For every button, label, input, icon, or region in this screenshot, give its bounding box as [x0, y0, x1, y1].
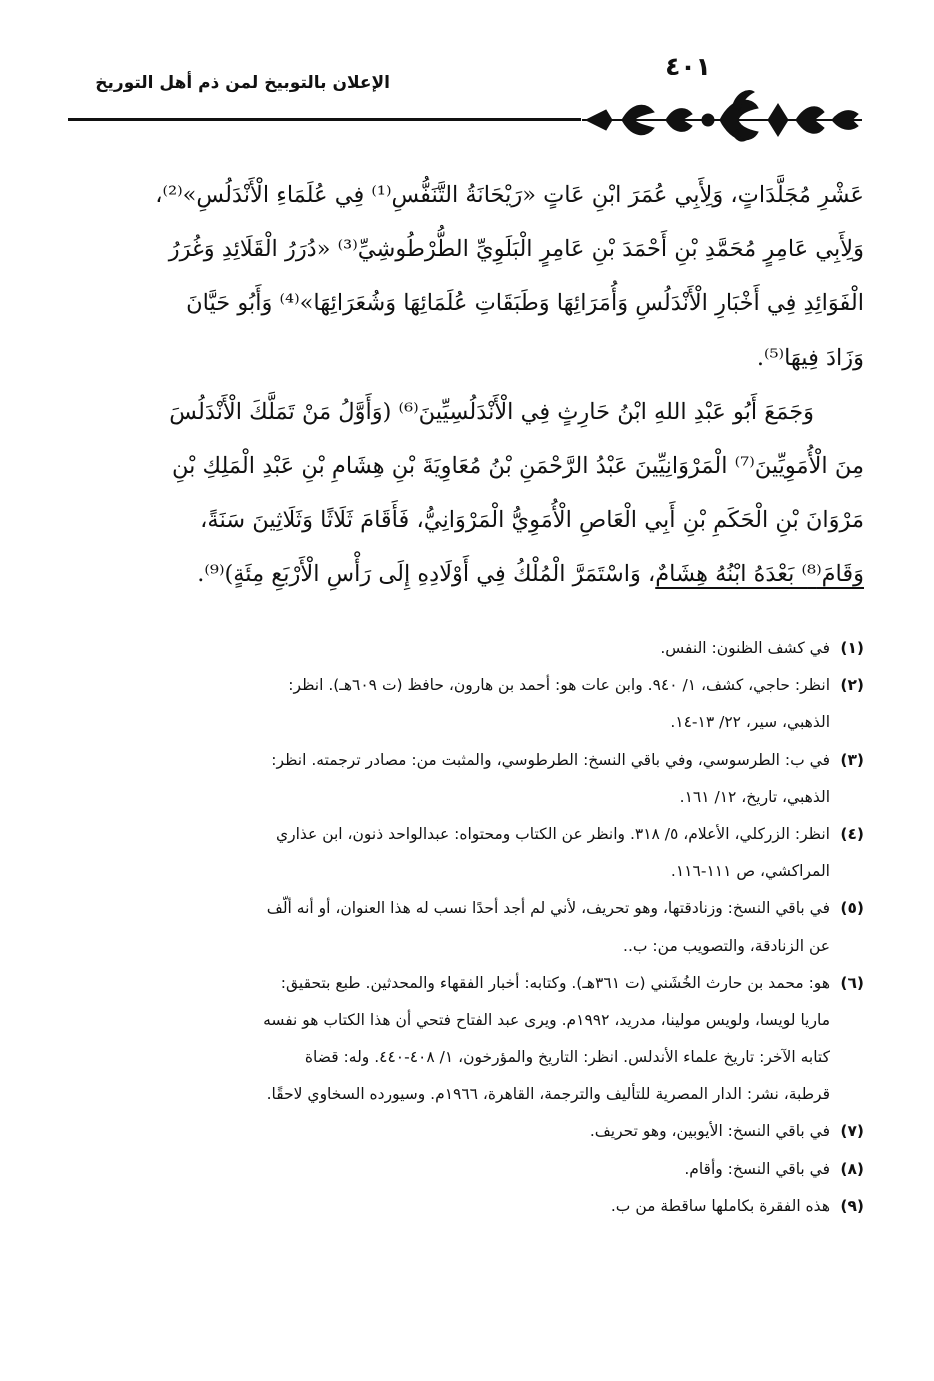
- footnote: [64, 1188, 864, 1225]
- footnote-text: انظر: الزركلي، الأعلام، ٥/ ٣١٨. وانظر عن الكتاب ومحتواه: عبدالواحد ذنون، ابن عذاري: [275, 824, 830, 843]
- main-text-last-line: [64, 547, 864, 601]
- footnote: [64, 965, 864, 1114]
- footnote-text: المراكشي، ص ١١١-١١٦.: [670, 862, 830, 881]
- footnote-text: كتابه الآخر: تاريخ علماء الأندلس. انظر: التاريخ والمؤرخون، ١/ ٤٠٨-٤٤٠. وله: قضاة: [304, 1048, 830, 1067]
- footnote-text: في باقي النسخ: الأيوبين، وهو تحريف.: [589, 1122, 830, 1141]
- main-text-line: وَلِأَبِي عَامِرٍ مُحَمَّدِ بْنِ أَحْمَدَ بْنِ عَامِرٍ الْبَلَوِيِّ الطُّرْطُوشِيِّ⁽³⁾ «دُرَرُ الْقَلَائِدِ وَغُرَرُ: [168, 236, 864, 263]
- footnote-number: (٦): [840, 973, 864, 992]
- underlined-phrase: وَقَامَ⁽⁸⁾ بَعْدَهُ ابْنُهُ هِشَامٌ: [655, 561, 864, 588]
- main-text-line: الْفَوَائِدِ فِي أَخْبَارِ الْأَنْدَلُسِ وَأُمَرَائِهَا وَطَبَقَاتِ عُلَمَائِهَا وَشُعَرَائِهَا»⁽⁴⁾ وَأَبُو حَيَّانَ: [186, 290, 864, 317]
- footnote: [64, 630, 864, 667]
- footnote-text: هو: محمد بن حارث الخُشَني (ت ٣٦١هـ). وكتابه: أخبار الفقهاء والمحدثين. طبع بتحقيق:: [280, 973, 830, 992]
- main-text-line: وَجَمَعَ أَبُو عَبْدِ اللهِ ابْنُ حَارِثٍ فِي الْأَنْدَلُسِيِّينَ⁽⁶⁾ (وَأَوَّلُ مَنْ تَمَلَّكَ الْأَنْدَلُسَ: [169, 398, 814, 425]
- footnote: [64, 742, 864, 816]
- running-title: الإعلان بالتوبيخ لمن ذم أهل التوريخ: [95, 73, 390, 93]
- footnote-text: الذهبي، تاريخ، ١٢/ ١٦١.: [679, 787, 830, 806]
- footnotes: [64, 630, 864, 1225]
- footnote-number: (٢): [840, 676, 864, 695]
- footnote-text: عن الزنادقة، والتصويب من: ب..: [623, 936, 830, 955]
- footnote-text: في باقي النسخ: وزنادقتها، وهو تحريف، لأني لم أجد أحدًا نسب له هذا العنوان، أو أنه ألّف: [266, 899, 830, 918]
- footnote-text: في ب: الطرسوسي، وفي باقي النسخ: الطرطوسي، والمثبت من: مصادر ترجمته. انظر:: [271, 750, 830, 769]
- footnote: [64, 890, 864, 964]
- page-number: ٤٠١: [665, 52, 711, 81]
- footnote-number: (٤): [840, 824, 864, 843]
- footnote-text: ماريا لويسا، ولويس مولينا، مدريد، ١٩٩٢م. ويرى عبد الفتاح فتحي أن هذا الكتاب هو نفسه: [263, 1010, 830, 1029]
- footnote-text: انظر: حاجي، كشف، ١/ ٩٤٠. وابن عات هو: أحمد بن هارون، حافظ (ت ٦٠٩هـ). انظر:: [288, 676, 830, 695]
- footnote-number: (٧): [840, 1122, 864, 1141]
- main-text-fragment: ، وَاسْتَمَرَّ الْمُلْكُ فِي أَوْلَادِهِ إِلَى رَأْسِ الْأَرْبَعِ مِئَةٍ)⁽⁹⁾.: [197, 561, 656, 588]
- main-text: [64, 168, 864, 602]
- main-text-line: مَرْوَانَ بْنِ الْحَكَمِ بْنِ أَبِي الْعَاصِ الْأُمَوِيُّ الْمَرْوَانِيُّ، فَأَقَامَ ثَلَاثًا وَثَلَاثِينَ سَنَةً،: [200, 507, 864, 534]
- main-text-line: وَزَادَ فِيهَا⁽⁵⁾.: [756, 344, 864, 371]
- footnote-text: هذه الفقرة بكاملها ساقطة من ب.: [610, 1196, 830, 1215]
- footnote-text: في كشف الظنون: النفس.: [660, 639, 830, 657]
- footnote-text: قرطبة، نشر: الدار المصرية للتأليف والترجمة، القاهرة، ١٩٦٦م. وسيورده السخاوي لاحقًا.: [266, 1085, 830, 1104]
- footnote: [64, 816, 864, 890]
- footnote-number: (٨): [840, 1159, 864, 1178]
- footnote: [64, 1151, 864, 1188]
- footnote-text: في باقي النسخ: وأقام.: [684, 1159, 830, 1178]
- main-text-line: مِنَ الْأُمَوِيِّينَ⁽⁷⁾ الْمَرْوَانِيِّينَ عَبْدُ الرَّحْمَنِ بْنُ مُعَاوِيَةَ بْنِ هِشَامِ بْنِ عَبْدِ الْمَلِكِ بْنِ: [171, 452, 864, 479]
- floral-ornament-icon: [582, 82, 862, 142]
- header-rule: [68, 118, 581, 121]
- footnote-number: (١): [840, 639, 864, 657]
- footnote-text: الذهبي، سير، ٢٢/ ١٣-١٤.: [670, 713, 830, 732]
- footnote-number: (٣): [840, 750, 864, 769]
- footnote: [64, 1113, 864, 1150]
- footnote-number: (٥): [840, 899, 864, 918]
- main-text-line: عَشْرِ مُجَلَّدَاتٍ، وَلِأَبِي عُمَرَ ابْنِ عَاتٍ «رَيْحَانَةُ التَّنَفُّسِ⁽¹⁾ فِي عُلَمَاءِ الْأَنْدَلُسِ»⁽²⁾،: [155, 182, 864, 208]
- footnote-number: (٩): [840, 1196, 864, 1215]
- footnote: [64, 667, 864, 741]
